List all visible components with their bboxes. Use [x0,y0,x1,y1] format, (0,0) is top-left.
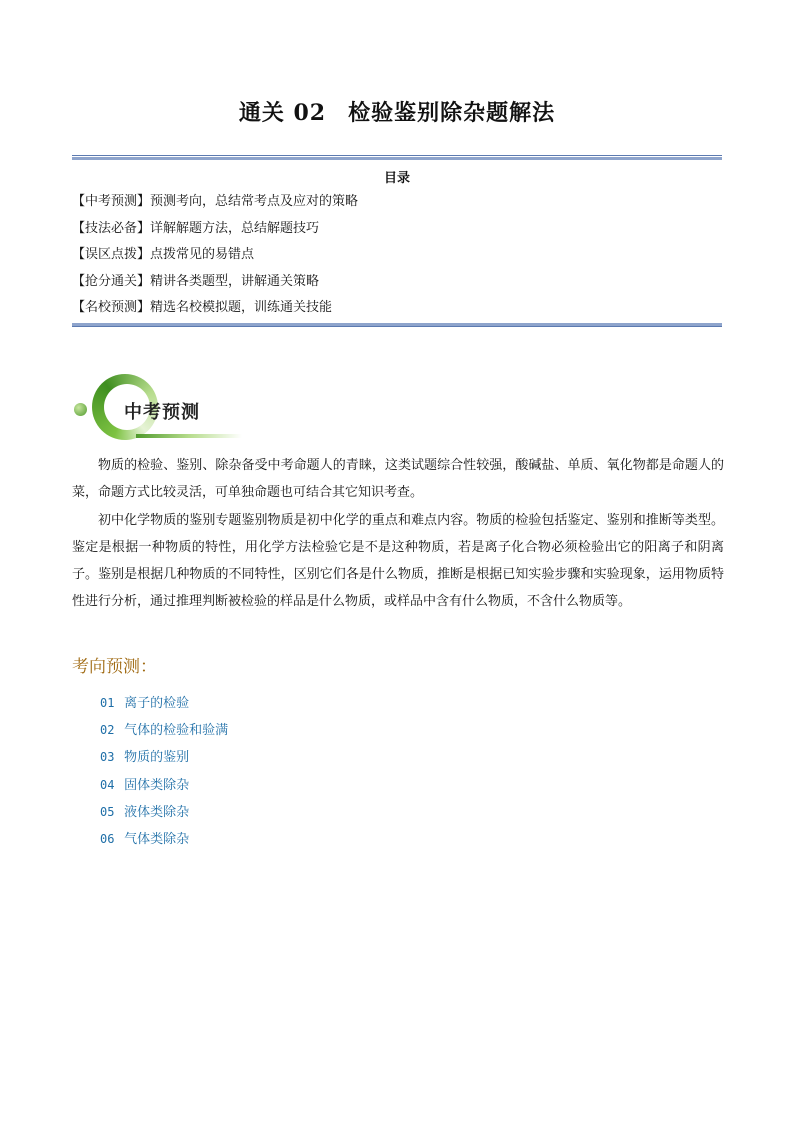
title-text: 检验鉴别除杂题解法 [348,100,556,126]
bullet-dot-icon [74,403,87,416]
intro-paragraph: 物质的检验、鉴别、除杂备受中考命题人的青睐，这类试题综合性较强，酸碱盐、单质、氧化物都是命题人的菜，命题方式比较灵活，可单独命题也可结合其它知识考查。 [72,458,724,500]
table-of-contents [72,192,722,325]
page-title [0,96,794,127]
toc-item-question-types: 【抢分通关】精讲各类题型，讲解通关策略 [72,273,320,289]
topic-link-solid-impurity[interactable]: 04 固体类除杂 [100,777,190,793]
toc-item-pitfalls: 【误区点拨】点拨常见的易错点 [72,247,255,262]
predict-heading: 考向预测： [72,657,157,677]
section-title: 中考预测 [124,402,200,423]
topic-link-identification[interactable]: 03 物质的鉴别 [100,750,190,766]
title-number: 通关 02 [238,100,327,126]
topic-link-gas-test[interactable]: 02 气体的检验和验满 [100,723,229,739]
topic-link-liquid-impurity[interactable]: 05 液体类除杂 [100,804,190,820]
toc-item-forecast: 【中考预测】预测考向，总结常考点及应对的策略 [72,194,359,209]
topic-list [100,692,228,855]
detail-paragraph: 初中化学物质的鉴别专题鉴别物质是初中化学的重点和难点内容。物质的检验包括鉴定、鉴别和推断等类型。鉴定是根据一种物质的特性，用化学方法检验它是不是这种物质，若是离子化合物必须检验出它的阳离子和阴离子。鉴别是根据几种物质的不同特性，区别它们各是什么物质，推断是根据已知实验步骤和实验现象，运用物质特性进行分析，通过推理判断被检验的样品是什么物质，或样品中含有什么物质，不含什么物质等。 [72,513,724,609]
toc-item-methods: 【技法必备】详解解题方法，总结解题技巧 [72,220,320,236]
banner-underline [136,434,242,438]
section-banner [74,374,244,444]
topic-link-gas-impurity[interactable]: 06 气体类除杂 [100,831,190,847]
toc-heading: 目录 [383,171,410,186]
top-divider [72,155,722,160]
toc-item-school-mocks: 【名校预测】精选名校模拟题，训练通关技能 [72,300,333,315]
topic-link-ions[interactable]: 01 离子的检验 [100,696,190,711]
bottom-divider [72,322,722,327]
